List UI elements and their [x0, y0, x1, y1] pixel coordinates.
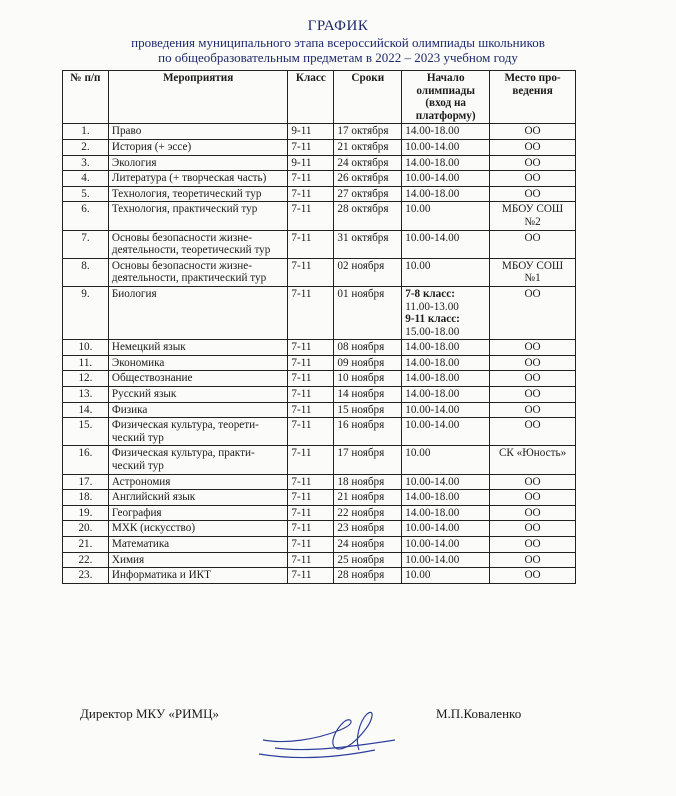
row-class: 7-11	[288, 387, 334, 403]
table-row	[63, 355, 576, 371]
row-start-time: 10.00-14.00	[402, 139, 490, 155]
row-place: ОО	[490, 171, 576, 187]
row-class: 7-11	[288, 552, 334, 568]
row-start-time: 10.00-14.00	[402, 418, 490, 446]
row-start-time: 10.00-14.00	[402, 552, 490, 568]
row-start-time-part: 9-11 класс:	[405, 313, 460, 326]
row-start-time: 14.00-18.00	[402, 490, 490, 506]
row-start-time: 10.00-14.00	[402, 230, 490, 258]
row-event: Экономика	[108, 355, 288, 371]
row-start-time-part: 15.00-18.00	[405, 325, 460, 338]
row-start-time: 14.00-18.00	[402, 371, 490, 387]
row-class: 7-11	[288, 537, 334, 553]
row-start-time: 14.00-18.00	[402, 340, 490, 356]
table-row	[63, 505, 576, 521]
row-event: МХК (искусство)	[108, 521, 288, 537]
row-event: Математика	[108, 537, 288, 553]
table-row	[63, 521, 576, 537]
row-place: ОО	[490, 537, 576, 553]
row-start-time: 10.00-14.00	[402, 537, 490, 553]
row-place: ОО	[490, 418, 576, 446]
row-class: 7-11	[288, 171, 334, 187]
row-date: 16 ноября	[334, 418, 402, 446]
row-class: 7-11	[288, 355, 334, 371]
row-class: 7-11	[288, 418, 334, 446]
table-row	[63, 568, 576, 584]
row-event: Информатика и ИКТ	[108, 568, 288, 584]
row-date: 21 октября	[334, 139, 402, 155]
row-class: 7-11	[288, 202, 334, 230]
row-start-time: 10.00-14.00	[402, 521, 490, 537]
table-row	[63, 155, 576, 171]
row-place: ОО	[490, 286, 576, 339]
header-start: Начало олимпиады (вход на платформу)	[402, 71, 490, 124]
row-event: Физическая культура, практи-ческий тур	[108, 446, 288, 474]
row-num: 3.	[63, 155, 109, 171]
row-place: СК «Юность»	[490, 446, 576, 474]
row-num: 17.	[63, 474, 109, 490]
document-subtitle-line1: проведения муниципального этапа всероссийской олимпиады школьников	[131, 35, 545, 50]
table-row	[63, 139, 576, 155]
row-place: МБОУ СОШ №1	[490, 258, 576, 286]
row-date: 02 ноября	[334, 258, 402, 286]
table-row	[63, 286, 576, 339]
header-place: Место про-ведения	[490, 71, 576, 124]
row-event: Экология	[108, 155, 288, 171]
row-start-time: 10.00	[402, 568, 490, 584]
row-date: 22 ноября	[334, 505, 402, 521]
row-event: Литература (+ творческая часть)	[108, 171, 288, 187]
row-place: МБОУ СОШ №2	[490, 202, 576, 230]
row-class: 7-11	[288, 340, 334, 356]
document-subtitle-line2: по общеобразовательным предметам в 2022 – 2023 учебном году	[158, 50, 518, 65]
table-row	[63, 371, 576, 387]
row-event: Английский язык	[108, 490, 288, 506]
row-event: Физика	[108, 402, 288, 418]
row-class: 7-11	[288, 371, 334, 387]
row-event: Обществознание	[108, 371, 288, 387]
row-date: 23 ноября	[334, 521, 402, 537]
row-date: 08 ноября	[334, 340, 402, 356]
row-place: ОО	[490, 355, 576, 371]
table-row	[63, 171, 576, 187]
row-event: Технология, теоретический тур	[108, 186, 288, 202]
table-row	[63, 124, 576, 140]
row-class: 7-11	[288, 505, 334, 521]
row-date: 21 ноября	[334, 490, 402, 506]
row-place: ОО	[490, 340, 576, 356]
row-start-time: 10.00	[402, 202, 490, 230]
row-date: 24 ноября	[334, 537, 402, 553]
row-event: Химия	[108, 552, 288, 568]
table-row	[63, 490, 576, 506]
header-dates: Сроки	[334, 71, 402, 124]
row-class: 9-11	[288, 155, 334, 171]
row-event: История (+ эссе)	[108, 139, 288, 155]
document-title: ГРАФИК	[307, 18, 369, 34]
row-start-time: 10.00-14.00	[402, 474, 490, 490]
row-date: 26 октября	[334, 171, 402, 187]
row-num: 4.	[63, 171, 109, 187]
row-date: 10 ноября	[334, 371, 402, 387]
row-place: ОО	[490, 474, 576, 490]
director-title: Директор МКУ «РИМЦ»	[80, 706, 219, 721]
table-row	[63, 446, 576, 474]
row-date: 28 октября	[334, 202, 402, 230]
row-date: 01 ноября	[334, 286, 402, 339]
row-place: ОО	[490, 402, 576, 418]
row-event: Технология, практический тур	[108, 202, 288, 230]
row-start-time: 14.00-18.00	[402, 124, 490, 140]
row-place: ОО	[490, 186, 576, 202]
row-class: 9-11	[288, 124, 334, 140]
row-event: География	[108, 505, 288, 521]
row-num: 5.	[63, 186, 109, 202]
row-num: 14.	[63, 402, 109, 418]
row-place: ОО	[490, 568, 576, 584]
row-event: Основы безопасности жизне-деятельности, практический тур	[108, 258, 288, 286]
row-date: 09 ноября	[334, 355, 402, 371]
row-start-time: 10.00-14.00	[402, 402, 490, 418]
row-class: 7-11	[288, 402, 334, 418]
table-row	[63, 474, 576, 490]
row-num: 1.	[63, 124, 109, 140]
row-num: 10.	[63, 340, 109, 356]
table-row	[63, 402, 576, 418]
header-class: Класс	[288, 71, 334, 124]
row-place: ОО	[490, 155, 576, 171]
table-row	[63, 418, 576, 446]
table-row	[63, 537, 576, 553]
table-row	[63, 552, 576, 568]
row-start-time: 10.00-14.00	[402, 171, 490, 187]
row-date: 15 ноября	[334, 402, 402, 418]
schedule-table	[62, 70, 576, 584]
row-place: ОО	[490, 230, 576, 258]
row-num: 6.	[63, 202, 109, 230]
row-start-time: 14.00-18.00	[402, 186, 490, 202]
row-class: 7-11	[288, 474, 334, 490]
row-place: ОО	[490, 139, 576, 155]
table-row	[63, 340, 576, 356]
row-event: Основы безопасности жизне-деятельности, теоретический тур	[108, 230, 288, 258]
row-num: 15.	[63, 418, 109, 446]
row-start-time: 14.00-18.00	[402, 505, 490, 521]
header-event: Мероприятия	[108, 71, 288, 124]
row-date: 18 ноября	[334, 474, 402, 490]
row-date: 28 ноября	[334, 568, 402, 584]
row-num: 23.	[63, 568, 109, 584]
row-num: 2.	[63, 139, 109, 155]
table-row	[63, 258, 576, 286]
row-start-time-part: 11.00-13.00	[405, 300, 459, 313]
row-num: 16.	[63, 446, 109, 474]
row-date: 25 ноября	[334, 552, 402, 568]
row-event: Физическая культура, теорети-ческий тур	[108, 418, 288, 446]
table-row	[63, 387, 576, 403]
row-class: 7-11	[288, 286, 334, 339]
row-num: 9.	[63, 286, 109, 339]
row-start-time	[402, 286, 490, 339]
row-start-time-part: 7-8 класс:	[405, 287, 455, 300]
row-date: 14 ноября	[334, 387, 402, 403]
row-num: 8.	[63, 258, 109, 286]
row-start-time: 14.00-18.00	[402, 387, 490, 403]
row-place: ОО	[490, 490, 576, 506]
row-place: ОО	[490, 552, 576, 568]
row-class: 7-11	[288, 490, 334, 506]
row-num: 19.	[63, 505, 109, 521]
row-place: ОО	[490, 371, 576, 387]
row-date: 24 октября	[334, 155, 402, 171]
row-class: 7-11	[288, 186, 334, 202]
row-start-time: 10.00	[402, 446, 490, 474]
row-num: 20.	[63, 521, 109, 537]
row-date: 17 октября	[334, 124, 402, 140]
table-row	[63, 186, 576, 202]
row-event: Немецкий язык	[108, 340, 288, 356]
row-event: Биология	[108, 286, 288, 339]
row-class: 7-11	[288, 139, 334, 155]
row-start-time: 10.00	[402, 258, 490, 286]
signer-name: М.П.Коваленко	[436, 706, 522, 721]
row-event: Астрономия	[108, 474, 288, 490]
row-num: 22.	[63, 552, 109, 568]
row-date: 17 ноября	[334, 446, 402, 474]
row-start-time: 14.00-18.00	[402, 155, 490, 171]
row-date: 31 октября	[334, 230, 402, 258]
row-class: 7-11	[288, 258, 334, 286]
row-num: 12.	[63, 371, 109, 387]
row-start-time: 14.00-18.00	[402, 355, 490, 371]
table-header-row	[63, 71, 576, 124]
row-num: 13.	[63, 387, 109, 403]
row-class: 7-11	[288, 521, 334, 537]
row-num: 21.	[63, 537, 109, 553]
row-place: ОО	[490, 387, 576, 403]
row-event: Русский язык	[108, 387, 288, 403]
row-place: ОО	[490, 521, 576, 537]
row-place: ОО	[490, 505, 576, 521]
table-row	[63, 202, 576, 230]
header-num: № п/п	[63, 71, 109, 124]
row-num: 7.	[63, 230, 109, 258]
table-row	[63, 230, 576, 258]
row-num: 18.	[63, 490, 109, 506]
row-class: 7-11	[288, 230, 334, 258]
row-class: 7-11	[288, 446, 334, 474]
row-place: ОО	[490, 124, 576, 140]
document-title-block	[0, 18, 676, 65]
row-num: 11.	[63, 355, 109, 371]
row-date: 27 октября	[334, 186, 402, 202]
signature-image	[255, 700, 405, 765]
row-event: Право	[108, 124, 288, 140]
row-class: 7-11	[288, 568, 334, 584]
